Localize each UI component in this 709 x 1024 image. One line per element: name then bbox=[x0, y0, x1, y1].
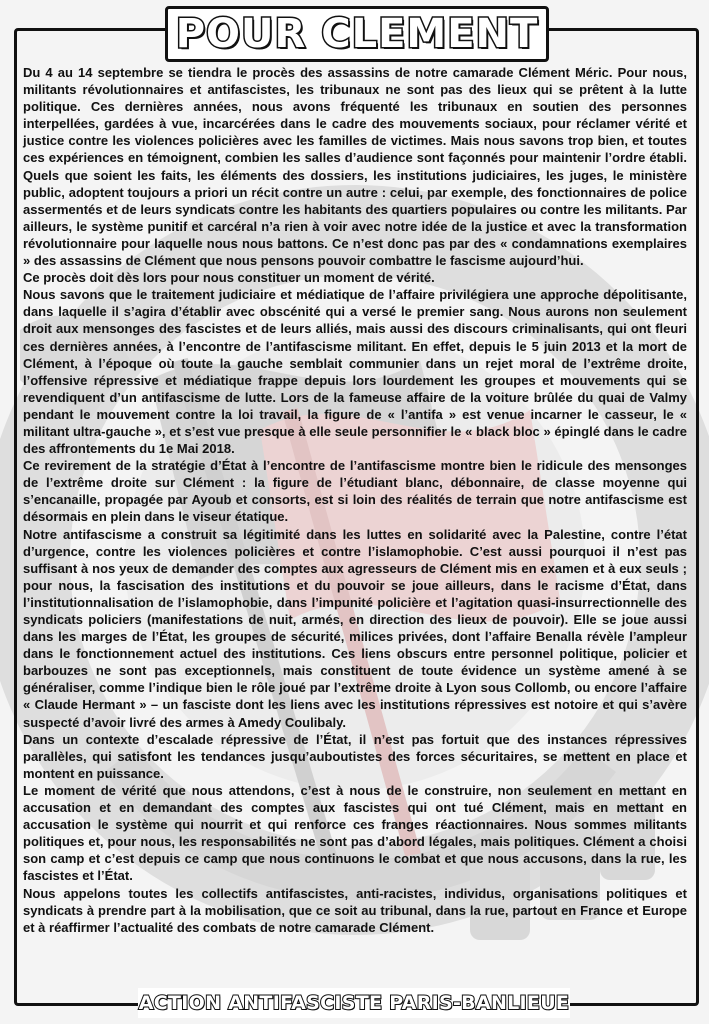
paragraph-7: Le moment de vérité que nous attendons, c’est à nous de le construire, non seulement en mettant en accusation et en demandant des comptes aux fascistes qui ont tué Clément, mais en mettant en accusation le système qui nourrit et qui renforce ces franges réactionnaires. Nous sommes militants politiques et, pour nous, les responsabilités ne sont pas d’abord légales, mais politiques. Clément a choisi son camp et c’est depuis ce camp que nous continuons le combat et que nous accusons, dans la rue, les fascistes et l’État. bbox=[23, 782, 687, 884]
title-banner bbox=[165, 6, 549, 62]
paragraph-2: Ce procès doit dès lors pour nous constituer un moment de vérité. bbox=[23, 270, 435, 286]
page-title: POUR CLEMENT bbox=[175, 11, 539, 57]
paragraph-5: Notre antifascisme a construit sa légitimité dans les luttes en solidarité avec la Palestine, contre l’état d’urgence, contre les violences policières et contre l’islamophobie. C’est aussi pourquoi il n’est pas suffisant à nos yeux de demander des comptes aux agresseurs de Clément mis en examen et à eux seuls ; pour nous, la fascisation des institutions et du pouvoir se joue ailleurs, dans le racisme d’État, dans l’institutionnalisation de l’islamophobie, dans l’impunité policière et l’agitation quasi-insurrectionnelle des syndicats policiers (manifestations de nuit, armés, en direction des lieux de pouvoir). Elle se joue aussi dans les marges de l’État, les groupes de sécurité, milices privées, dont l’affaire Benalla révèle l’ampleur dans le fonctionnement actuel des institutions. Ces liens obscurs entre personnel politique, policier et barbouzes ne sont pas exceptionnels, mais constituent de toute évidence un système amené à se généraliser, comme l’indique bien le rôle joué par l’extrême droite à Lyon sous Collomb, ou encore l’affaire « Claude Hermant » – un fasciste dont les liens avec les institutions répressives est notoire et qui s’avère suspecté d’avoir livré des armes à Amedy Coulibaly. bbox=[23, 526, 687, 730]
article-body bbox=[23, 64, 687, 936]
signature: ACTION ANTIFASCISTE PARIS-BANLIEUE bbox=[138, 992, 570, 1014]
paragraph-8: Nous appelons toutes les collectifs antifascistes, anti-racistes, individus, organisations politiques et syndicats à prendre part à la mobilisation, que ce soit au tribunal, dans la rue, partout en France et Europe et à réaffirmer l’actualité des combats de notre camarade Clément. bbox=[23, 885, 687, 935]
paragraph-3: Nous savons que le traitement judiciaire et médiatique de l’affaire privilégiera une approche dépolitisante, dans laquelle il s’agira d’établir avec obscénité qui a versé le premier sang. Nous aurons non seulement droit aux mensonges des fascistes et de leurs alliés, mais aussi des discours criminalisants, qui ont fleuri ces dernières années, à l’encontre de l’antifascisme militant. En effet, depuis le 5 juin 2013 et la mort de Clément, à l’époque où toute la gauche semblait communier dans un rejet moral de l’extrême droite, l’offensive répressive et médiatique frappe depuis lors lourdement les groupes et mouvements qui se revendiquent d’un antifascisme de lutte. Lors de la fameuse affaire de la voiture brûlée du quai de Valmy pendant le mouvement contre la loi travail, la figure de « l’antifa » est venue incarner le casseur, le « militant ultra-gauche », et s’est vue presque à elle seule personnifier le « black bloc » épinglé dans le cadre des affrontements du 1e Mai 2018. bbox=[23, 287, 687, 457]
paragraph-6: Dans un contexte d’escalade répressive de l’État, il n’est pas fortuit que des instances répressives parallèles, qui satisfont les tendances jusqu’auboutistes des forces sécuritaires, se mettent en place et montent en puissance. bbox=[23, 731, 687, 781]
paragraph-1: Du 4 au 14 septembre se tiendra le procès des assassins de notre camarade Clément Méric. Pour nous, militants révolutionnaires et antifascistes, les tribunaux ne sont pas des lieux qui se prêtent à la lutte politique. Ces dernières années, nous avons fréquenté les tribunaux en soutien des personnes interpellées, gardées à vue, incarcérées dans le cadre des mouvements sociaux, pour réclamer vérité et justice contre les violences policières avec les familles de victimes. Mais nous savons trop bien, et toutes ces expériences en témoignent, combien les salles d’audience sont façonnés pour maintenir l’ordre établi. Quels que soient les faits, les éléments des dossiers, les institutions judiciaires, les juges, le ministère public, adoptent toujours a priori un récit contre un autre : celui, par exemple, des fonctionnaires de police assermentés et de leurs syndicats contre les habitants des quartiers populaires ou contre les militants. Par ailleurs, le système punitif et carcéral n’a rien à voir avec notre idée de la justice et avec la transformation révolutionnaire pour laquelle nous nous battons. Ce n’est donc pas par des « condamnations exemplaires » des assassins de Clément que nous pensons pouvoir combattre le fascisme aujourd’hui. bbox=[23, 65, 687, 269]
paragraph-4: Ce revirement de la stratégie d’État à l’encontre de l’antifascisme montre bien le ridicule des mensonges de l’extrême droite sur Clément : la figure de l’étudiant blanc, débonnaire, de classe moyenne qui s’encanaille, propagée par Ayoub et consorts, est si loin des réalités de terrain que notre antifascisme est désormais en plein dans le viseur étatique. bbox=[23, 458, 687, 525]
signature-banner bbox=[138, 988, 570, 1018]
